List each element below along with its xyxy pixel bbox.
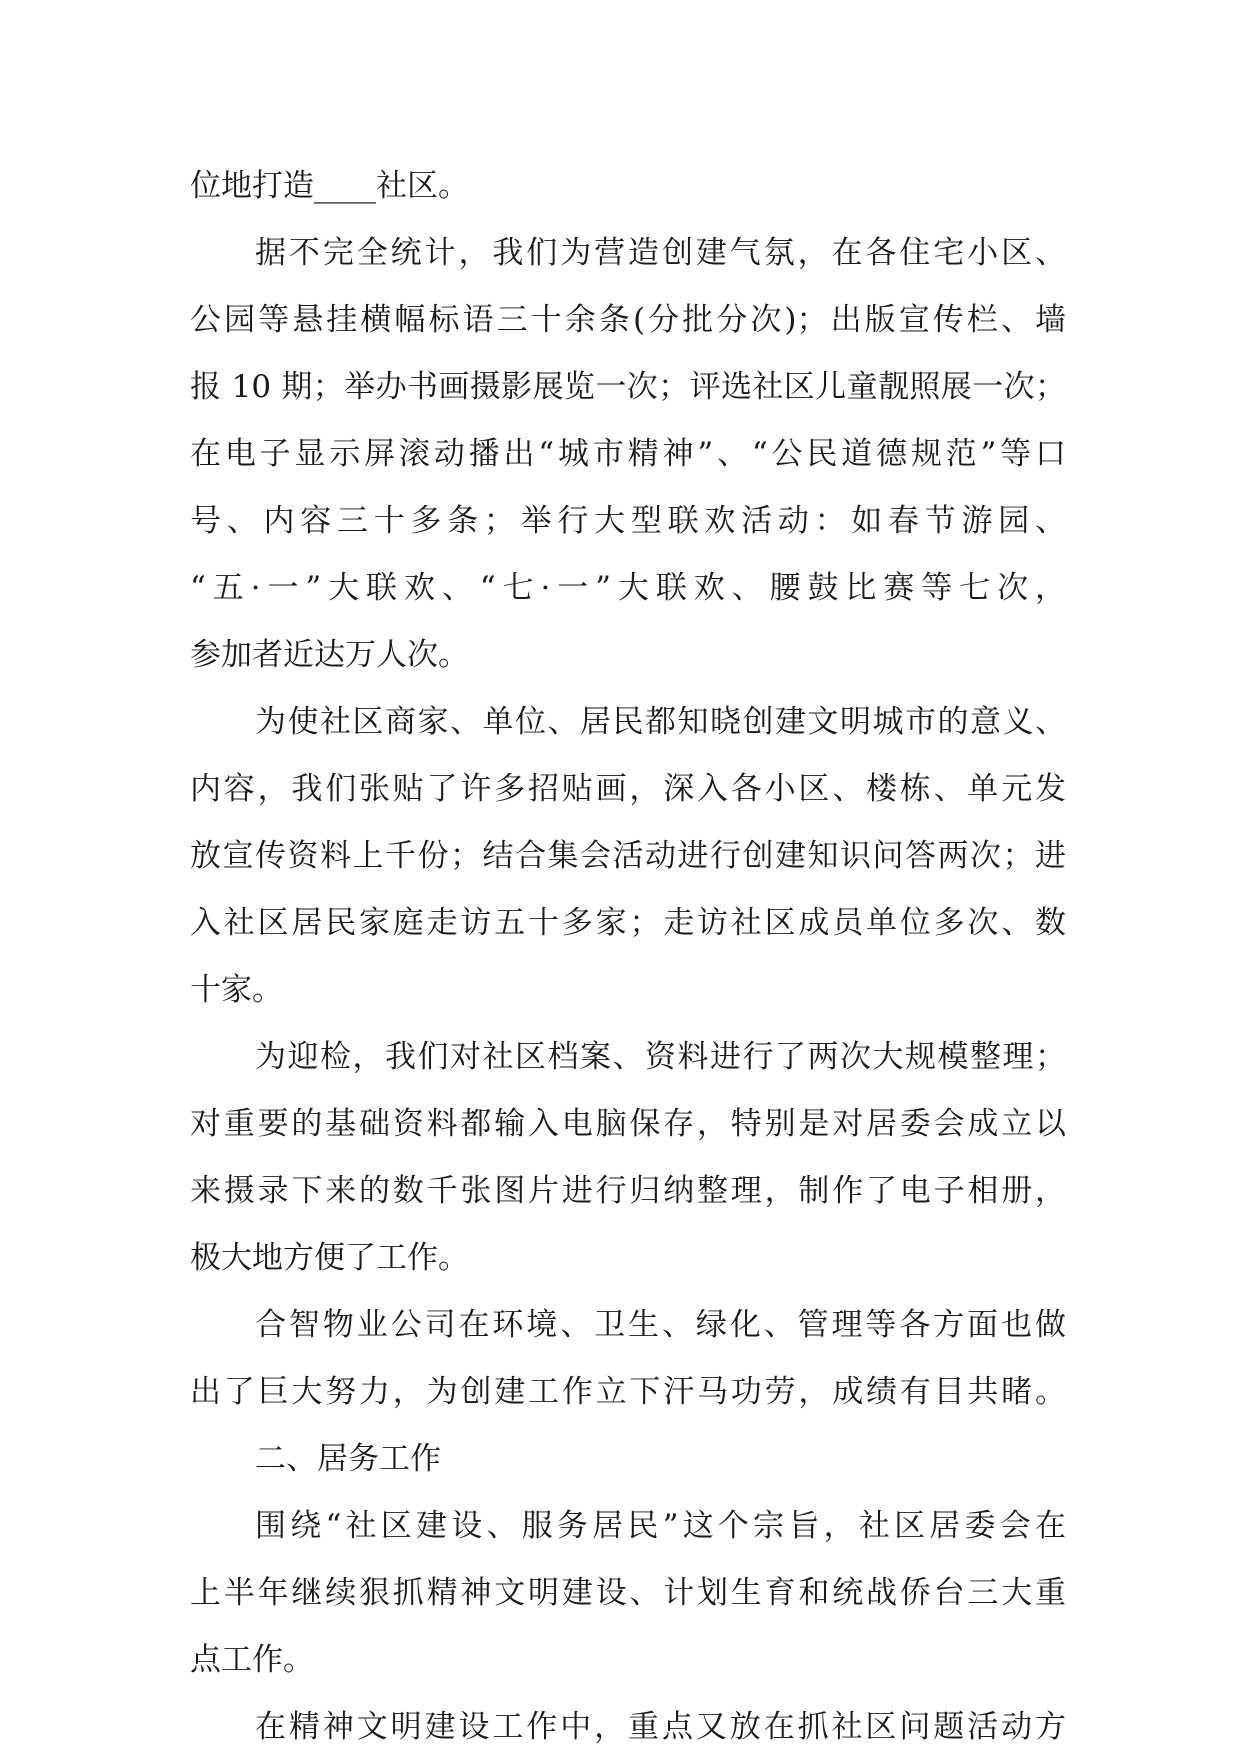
text-line: 为迎检，我们对社区档案、资料进行了两次大规模整理； xyxy=(255,1039,1066,1075)
text-line: 据不完全统计，我们为营造创建气氛，在各住宅小区、 xyxy=(255,235,1066,271)
text-line: 内容，我们张贴了许多招贴画，深入各小区、楼栋、单元发 xyxy=(190,771,1066,807)
text-line: 在精神文明建设工作中，重点又放在抓社区问题活动方 xyxy=(255,1709,1066,1745)
text-line: 位地打造____社区。 xyxy=(190,168,469,204)
text-line: 为使社区商家、单位、居民都知晓创建文明城市的意义、 xyxy=(255,704,1066,740)
text-line: 出了巨大努力，为创建工作立下汗马功劳，成绩有目共睹。 xyxy=(190,1374,1066,1410)
text-line: 参加者近达万人次。 xyxy=(190,637,469,673)
text-line: 合智物业公司在环境、卫生、绿化、管理等各方面也做 xyxy=(255,1307,1066,1343)
text-line: 号、内容三十多条；举行大型联欢活动：如春节游园、 xyxy=(190,503,1066,539)
text-line: 极大地方便了工作。 xyxy=(190,1240,469,1276)
text-line: 在电子显示屏滚动播出“城市精神”、“公民道德规范”等口 xyxy=(190,436,1066,472)
text-line: 放宣传资料上千份；结合集会活动进行创建知识问答两次；进 xyxy=(190,838,1066,874)
text-line: 报 10 期；举办书画摄影展览一次；评选社区儿童靓照展一次； xyxy=(190,369,1066,405)
text-line: 上半年继续狠抓精神文明建设、计划生育和统战侨台三大重 xyxy=(190,1575,1066,1611)
section-heading: 二、居务工作 xyxy=(255,1441,441,1477)
text-line: 点工作。 xyxy=(190,1642,314,1678)
text-line: “五·一”大联欢、“七·一”大联欢、腰鼓比赛等七次， xyxy=(190,570,1066,606)
text-line: 入社区居民家庭走访五十多家；走访社区成员单位多次、数 xyxy=(190,905,1066,941)
text-line: 公园等悬挂横幅标语三十余条(分批分次)；出版宣传栏、墙 xyxy=(190,302,1066,338)
text-line: 十家。 xyxy=(190,972,283,1008)
text-line: 来摄录下来的数千张图片进行归纳整理，制作了电子相册， xyxy=(190,1173,1066,1209)
text-line: 围绕“社区建设、服务居民”这个宗旨，社区居委会在 xyxy=(255,1508,1066,1544)
text-line: 对重要的基础资料都输入电脑保存，特别是对居委会成立以 xyxy=(190,1106,1066,1142)
